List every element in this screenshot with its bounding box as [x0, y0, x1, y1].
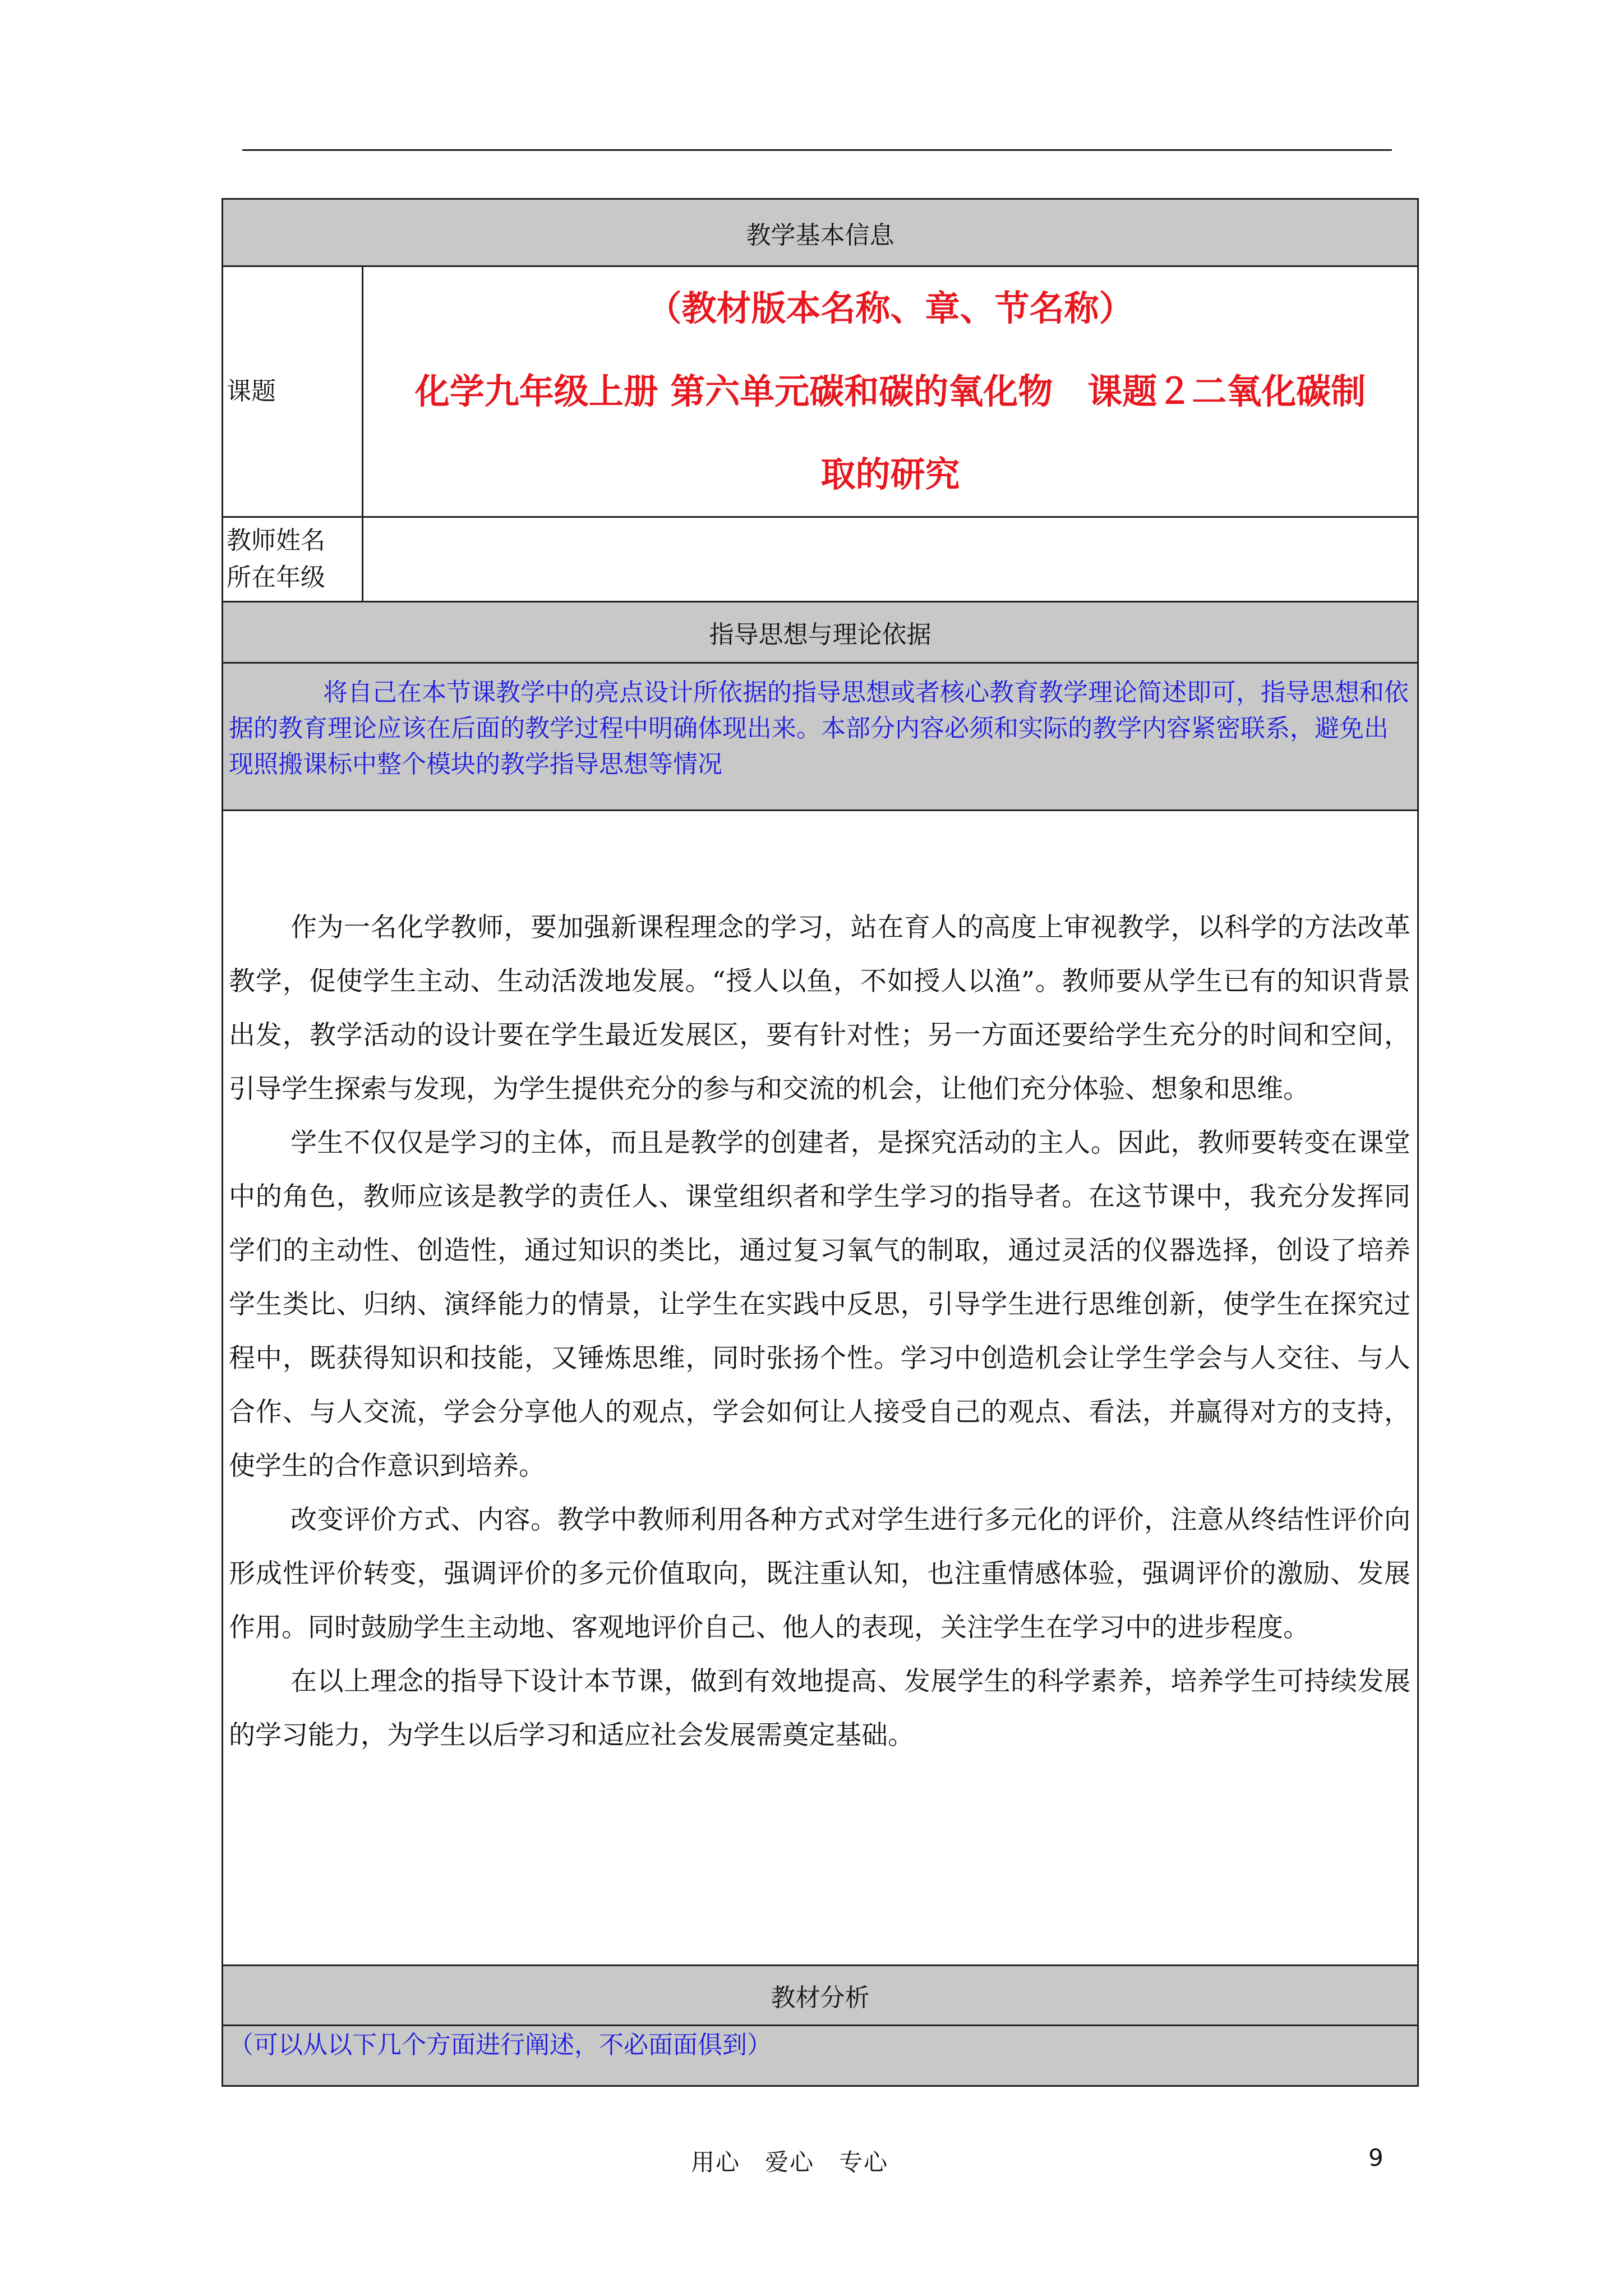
- guiding-instruction: 将自己在本节课教学中的亮点设计所依据的指导思想或者核心教育教学理论简述即可，指导思想和依据的教育理论应该在后面的教学过程中明确体现出来。本部分内容必须和实际的教学内容紧密联系，避免出现照搬课标中整个模块的教学指导思想等情况: [223, 663, 1418, 811]
- lesson-plan-table: [222, 198, 1419, 2087]
- guiding-content: [223, 811, 1418, 1966]
- topic-line-1: （教材版本名称、章、节名称）: [647, 288, 1134, 329]
- guiding-paragraph-3: 改变评价方式、内容。教学中教师利用各种方式对学生进行多元化的评价，注意从终结性评价向形成性评价转变，强调评价的多元价值取向，既注重认知，也注重情感体验，强调评价的激励、发展作用。同时鼓励学生主动地、客观地评价自己、他人的表现，关注学生在学习中的进步程度。: [229, 1504, 1410, 1643]
- teacher-label: [223, 517, 363, 602]
- topic-line-3: 取的研究: [820, 454, 960, 495]
- guiding-paragraph-1: 作为一名化学教师，要加强新课程理念的学习，站在育人的高度上审视教学，以科学的方法改革教学，促使学生主动、生动活泼地发展。“授人以鱼，不如授人以渔”。教师要从学生已有的知识背景出发，教学活动的设计要在学生最近发展区，要有针对性；另一方面还要给学生充分的时间和空间，引导学生探索与发现，为学生提供充分的参与和交流的机会，让他们充分体验、想象和思维。: [229, 912, 1410, 1105]
- textbook-note: （可以从以下几个方面进行阐述，不必面面俱到）: [223, 2026, 1418, 2086]
- topic-title: [363, 266, 1418, 517]
- basic-info-header-row: [223, 199, 1418, 266]
- guiding-instruction-row: [223, 663, 1418, 811]
- teacher-row: [223, 517, 1418, 602]
- guiding-header-row: [223, 602, 1418, 663]
- page-number: 9: [1368, 2144, 1384, 2171]
- basic-info-header: 教学基本信息: [223, 199, 1418, 266]
- topic-row: [223, 266, 1418, 517]
- textbook-note-row: [223, 2026, 1418, 2086]
- guiding-header: 指导思想与理论依据: [223, 602, 1418, 663]
- topic-label: 课题: [223, 266, 363, 517]
- textbook-header: 教材分析: [223, 1966, 1418, 2026]
- header-rule: [242, 149, 1392, 151]
- guiding-paragraph-2: 学生不仅仅是学习的主体，而且是教学的创建者，是探究活动的主人。因此，教师要转变在课堂中的角色，教师应该是教学的责任人、课堂组织者和学生学习的指导者。在这节课中，我充分发挥同学们的主动性、创造性，通过知识的类比，通过复习氧气的制取，通过灵活的仪器选择，创设了培养学生类比、归纳、演绎能力的情景，让学生在实践中反思，引导学生进行思维创新，使学生在探究过程中，既获得知识和技能，又锤炼思维，同时张扬个性。学习中创造机会让学生学会与人交往、与人合作、与人交流，学会分享他人的观点，学会如何让人接受自己的观点、看法，并赢得对方的支持，使学生的合作意识到培养。: [229, 1128, 1410, 1481]
- topic-line-2: 化学九年级上册 第六单元碳和碳的氧化物 课题２二氧化碳制: [414, 371, 1366, 412]
- guiding-paragraph-4: 在以上理念的指导下设计本节课，做到有效地提高、发展学生的科学素养，培养学生可持续发展的学习能力，为学生以后学习和适应社会发展需奠定基础。: [229, 1666, 1410, 1751]
- footer-slogan: 用心 爱心 专心: [691, 2148, 889, 2176]
- grade-label: 所在年级: [227, 563, 325, 592]
- teacher-name-label: 教师姓名: [227, 526, 325, 555]
- guiding-content-row: [223, 811, 1418, 1966]
- textbook-header-row: [223, 1966, 1418, 2026]
- teacher-value: [363, 517, 1418, 602]
